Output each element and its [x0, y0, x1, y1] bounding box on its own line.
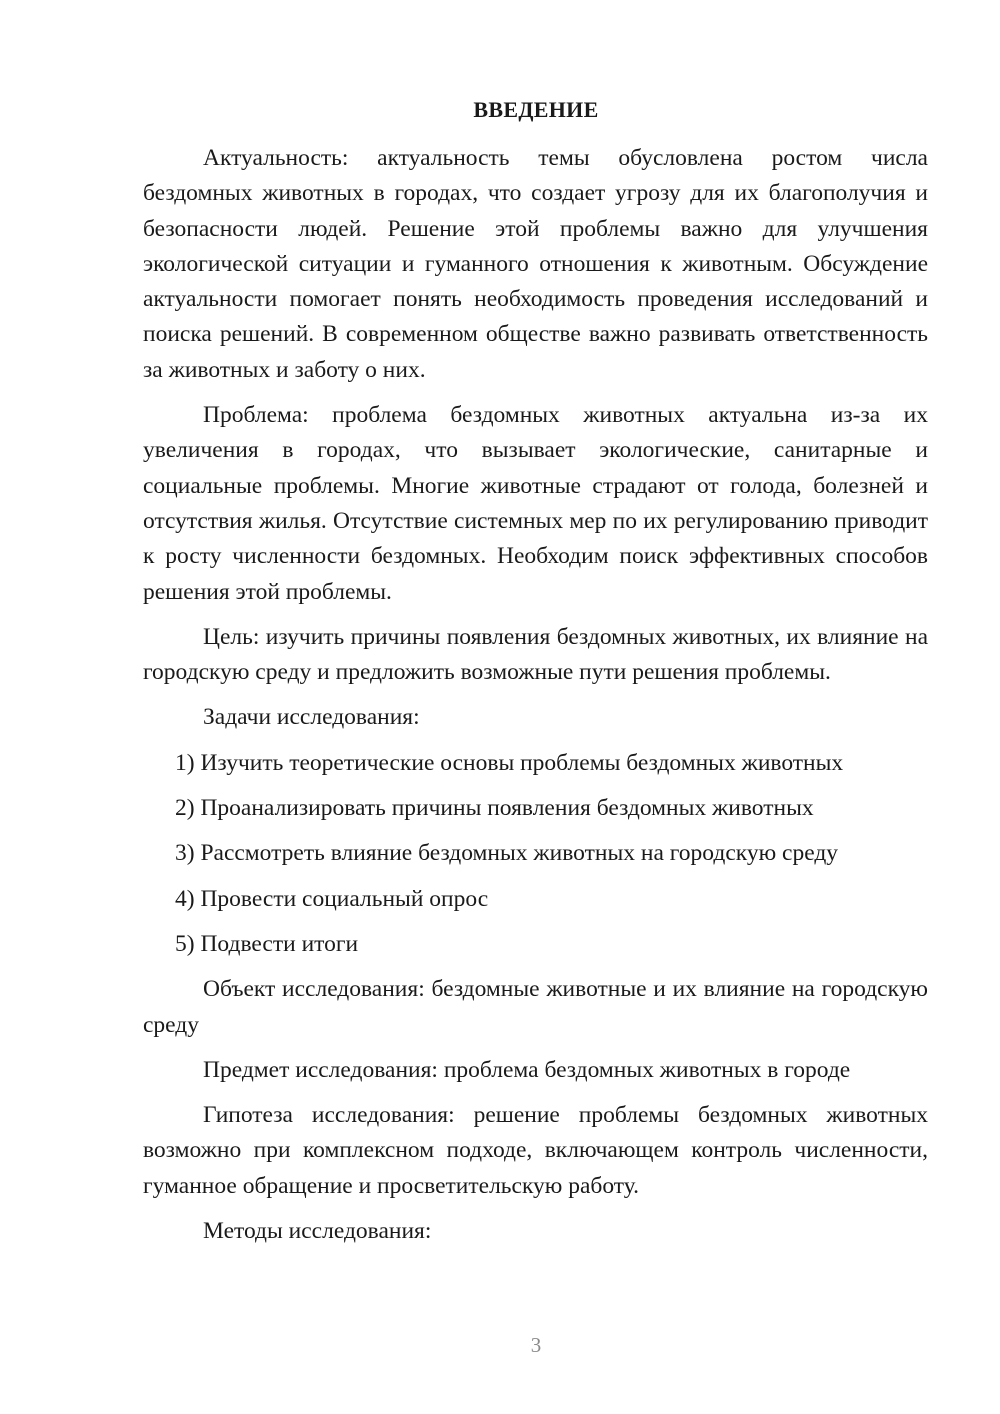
page-title: ВВЕДЕНИЕ: [473, 97, 599, 122]
document-body: [143, 141, 928, 1259]
goal-paragraph: Цель: изучить причины появления бездомных животных, их влияние на городскую среду и предложить возможные пути решения проблемы.: [143, 623, 928, 686]
list-item: 5) Подвести итоги: [175, 930, 359, 957]
list-item: 2) Проанализировать причины появления бездомных животных: [175, 795, 814, 822]
problem-paragraph: Проблема: проблема бездомных животных актуальна из-за их увеличения в городах, что вызывает экологические, санитарные и социальные проблемы. Многие животные страдают от голода, болезней и отсутствия жилья. Отсутствие системных мер по их регулированию приводит к росту численности бездомных. Необходим поиск эффективных способов решения этой проблемы.: [143, 402, 928, 605]
tasks-list: [143, 746, 928, 962]
object-paragraph: Объект исследования: бездомные животные и их влияние на городскую среду: [143, 976, 928, 1038]
subject-paragraph: Предмет исследования: проблема бездомных животных в городе: [203, 1056, 851, 1083]
hypothesis-paragraph: Гипотеза исследования: решение проблемы бездомных животных возможно при комплексном подходе, включающем контроль численности, гуманное обращение и просветительскую работу.: [143, 1102, 928, 1199]
page-number: 3: [530, 1333, 542, 1357]
tasks-heading: Задачи исследования:: [203, 704, 420, 731]
list-item: 4) Провести социальный опрос: [175, 885, 489, 912]
methods-heading: Методы исследования:: [203, 1218, 432, 1245]
list-item: 1) Изучить теоретические основы проблемы бездомных животных: [175, 749, 844, 776]
relevance-paragraph: Актуальность: актуальность темы обусловлена ростом числа бездомных животных в городах, что создает угрозу для их благополучия и безопасности людей. Решение этой проблемы важно для улучшения экологической ситуации и гуманного отношения к животным. Обсуждение актуальности помогает понять необходимость проведения исследований и поиска решений. В современном обществе важно развивать ответственность за животных и заботу о них.: [143, 145, 928, 383]
list-item: 3) Рассмотреть влияние бездомных животных на городскую среду: [175, 840, 839, 867]
